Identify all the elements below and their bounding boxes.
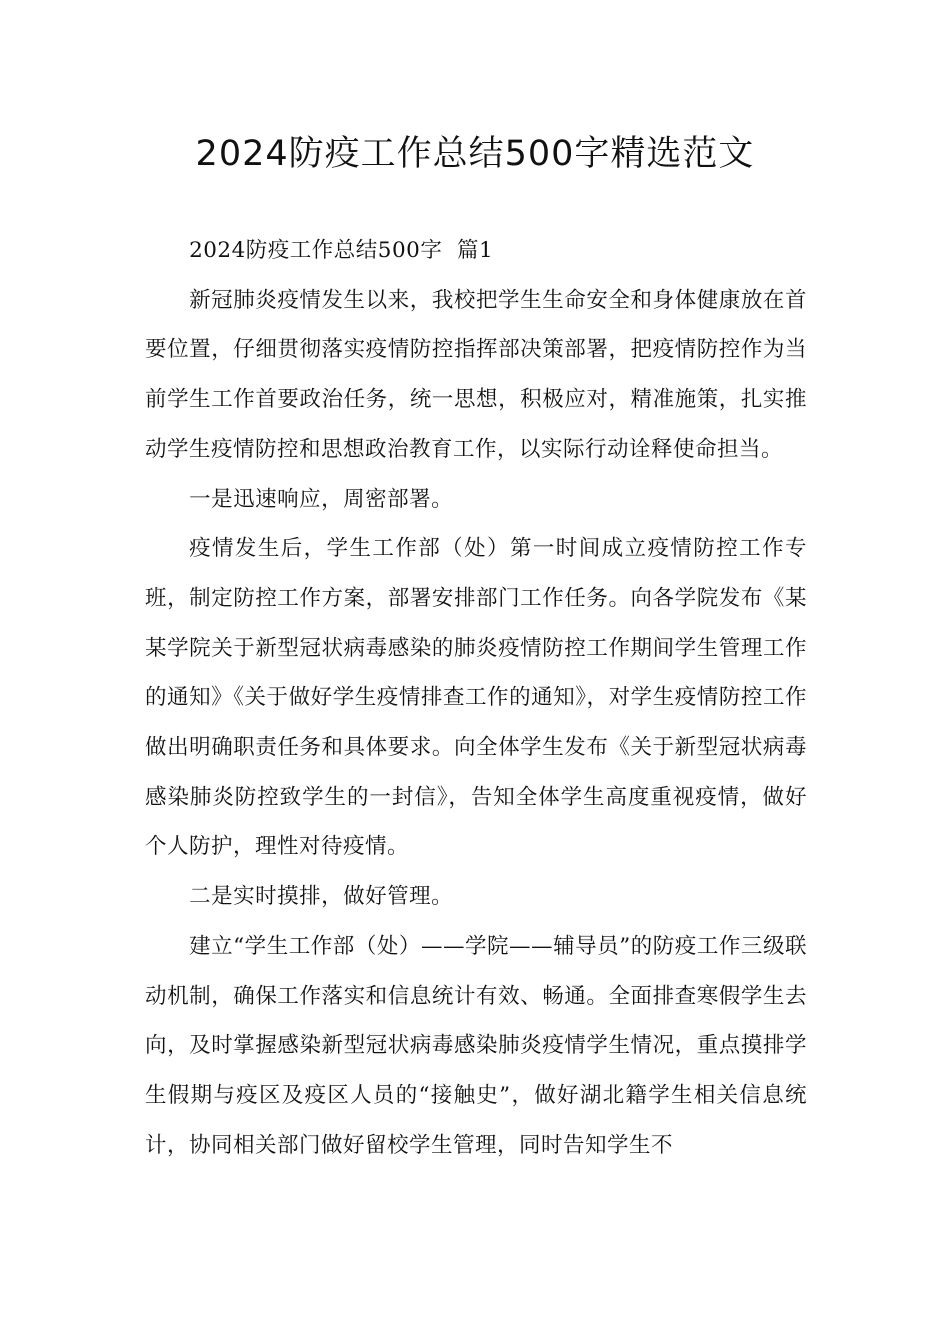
paragraph-point-two-heading: 二是实时摸排，做好管理。 bbox=[189, 884, 454, 910]
document-title: 2024防疫工作总结500字精选范文 bbox=[195, 134, 755, 174]
document-body bbox=[145, 226, 807, 1170]
section-heading: 2024防疫工作总结500字 篇1 bbox=[189, 238, 494, 263]
paragraph-point-two-body: 建立“学生工作部（处）——学院——辅导员”的防疫工作三级联动机制，确保工作落实和信息统计有效、畅通。全面排查寒假学生去向，及时掌握感染新型冠状病毒感染肺炎疫情学生情况，重点摸排学生假期与疫区及疫区人员的“接触史”，做好湖北籍学生相关信息统计，协同相关部门做好留校学生管理，同时告知学生不 bbox=[145, 933, 807, 1158]
paragraph-intro: 新冠肺炎疫情发生以来，我校把学生生命安全和身体健康放在首要位置，仔细贯彻落实疫情防控指挥部决策部署，把疫情防控作为当前学生工作首要政治任务，统一思想，积极应对，精准施策，扎实推动学生疫情防控和思想政治教育工作，以实际行动诠释使命担当。 bbox=[145, 287, 807, 462]
paragraph-point-one-body: 疫情发生后，学生工作部（处）第一时间成立疫情防控工作专班，制定防控工作方案，部署安排部门工作任务。向各学院发布《某某学院关于新型冠状病毒感染的肺炎疫情防控工作期间学生管理工作的通知》《关于做好学生疫情排查工作的通知》，对学生疫情防控工作做出明确职责任务和具体要求。向全体学生发布《关于新型冠状病毒感染肺炎防控致学生的一封信》，告知全体学生高度重视疫情，做好个人防护，理性对待疫情。 bbox=[145, 536, 807, 860]
paragraph-point-one-heading: 一是迅速响应，周密部署。 bbox=[189, 486, 454, 512]
